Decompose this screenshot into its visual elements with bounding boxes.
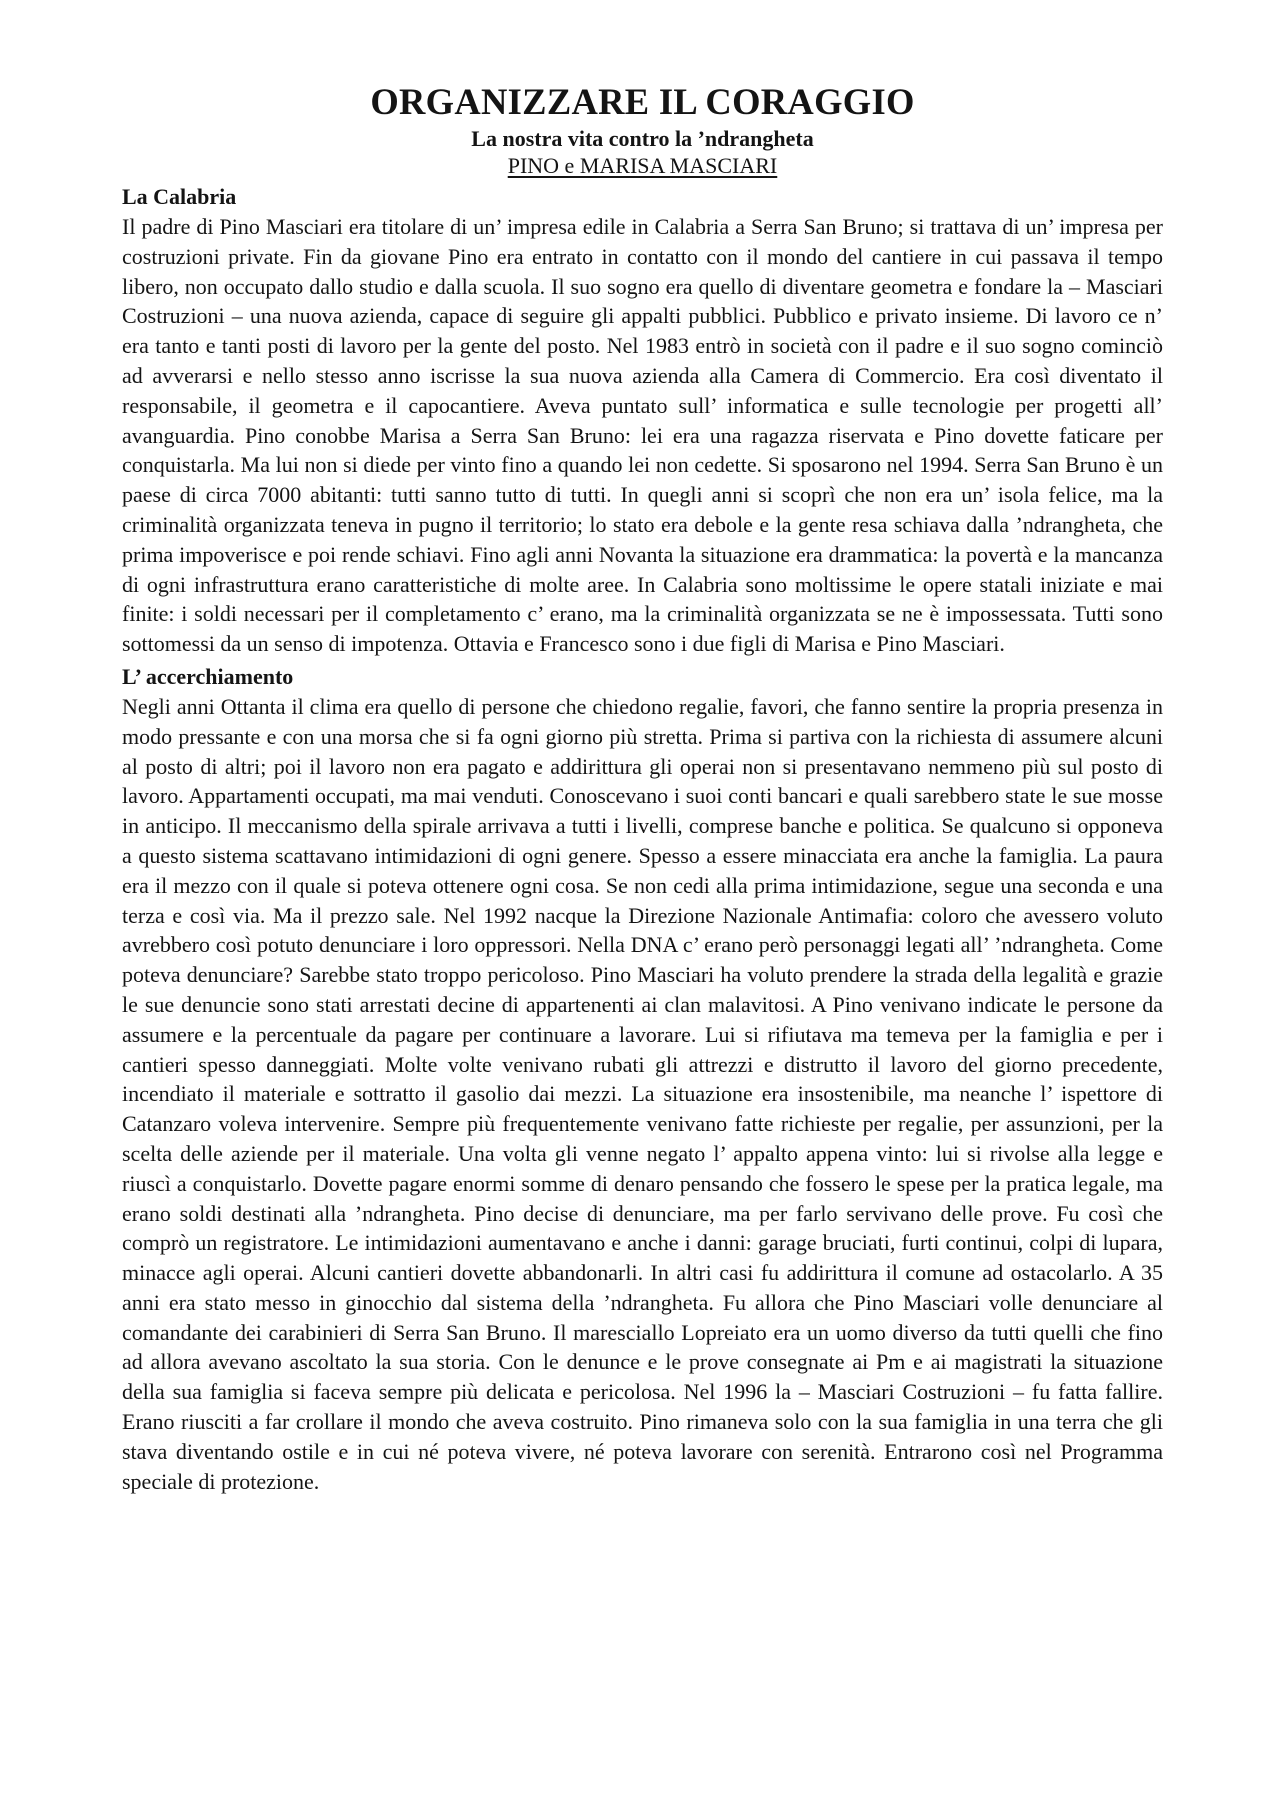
document-subtitle: La nostra vita contro la ’ndrangheta — [471, 126, 814, 151]
section-heading: La Calabria — [122, 184, 237, 209]
section-accerchiamento — [122, 662, 1163, 1497]
section-la-calabria — [122, 182, 1163, 659]
section-paragraph: Negli anni Ottanta il clima era quello di persone che chiedono regalie, favori, che fanno sentire la propria presenza in modo pressante e con una morsa che si fa ogni giorno più stretta. Prima si partiva con la richiesta di assumere alcuni al posto di altri; poi il lavoro non era pagato e addirittura gli operai non si presentavano nemmeno più sul posto di lavoro. Appartamenti occupati, ma mai venduti. Conoscevano i suoi conti bancari e quali sarebbero state le sue mosse in anticipo. Il meccanismo della spirale arrivava a tutti i livelli, comprese banche e politica. Se qualcuno si opponeva a questo sistema scattavano intimidazioni di ogni genere. Spesso a essere minacciata era anche la famiglia. La paura era il mezzo con il quale si poteva ottenere ogni cosa. Se non cedi alla prima intimidazione, segue una seconda e una terza e così via. Ma il prezzo sale. Nel 1992 nacque la Direzione Nazionale Antimafia: coloro che avessero voluto avrebbero così potuto denunciare i loro oppressori. Nella DNA c’ erano però personaggi legati all’ ’ndrangheta. Come poteva denunciare? Sarebbe stato troppo pericoloso. Pino Masciari ha voluto prendere la strada della legalità e grazie le sue denuncie sono stati arrestati decine di appartenenti ai clan malavitosi. A Pino venivano indicate le persone da assumere e la percentuale da pagare per continuare a lavorare. Lui si rifiutava ma temeva per la famiglia e per i cantieri spesso danneggiati. Molte volte venivano rubati gli attrezzi e distrutto il lavoro del giorno precedente, incendiato il materiale e sottratto il gasolio dai mezzi. La situazione era insostenibile, ma neanche l’ ispettore di Catanzaro voleva intervenire. Sempre più frequentemente venivano fatte richieste per regalie, per assunzioni, per la scelta delle aziende per il materiale. Una volta gli venne negato l’ appalto appena vinto: lui si rivolse alla legge e riuscì a conquistarlo. Dovette pagare enormi somme di denaro pensando che fossero le spese per la pratica legale, ma erano soldi destinati alla ’ndrangheta. Pino decise di denunciare, ma per farlo servivano delle prove. Fu così che comprò un registratore. Le intimidazioni aumentavano e anche i danni: garage bruciati, furti continui, colpi di lupara, minacce agli operai. Alcuni cantieri dovette abbandonarli. In altri casi fu addirittura il comune ad ostacolarlo. A 35 anni era stato messo in ginocchio dal sistema della ’ndrangheta. Fu allora che Pino Masciari volle denunciare al comandante dei carabinieri di Serra San Bruno. Il maresciallo Lopreiato era un uomo diverso da tutti quelli che fino ad allora avevano ascoltato la sua storia. Con le denunce e le prove consegnate ai Pm e ai magistrati la situazione della sua famiglia si faceva sempre più delicata e pericolosa. Nel 1996 la – Masciari Costruzioni – fu fatta fallire. Erano riusciti a far crollare il mondo che aveva costruito. Pino rimaneva solo con la sua famiglia in una terra che gli stava diventando ostile e in cui né poteva vivere, né poteva lavorare con serenità. Entrarono così nel Programma speciale di protezione. — [122, 693, 1163, 1494]
document-title: ORGANIZZARE IL CORAGGIO — [370, 81, 915, 122]
section-paragraph: Il padre di Pino Masciari era titolare di un’ impresa edile in Calabria a Serra San Bruno; si trattava di un’ impresa per costruzioni private. Fin da giovane Pino era entrato in contatto con il mondo del cantiere in cui passava il tempo libero, non occupato dallo studio e dalla scuola. Il suo sogno era quello di diventare geometra e fondare la – Masciari Costruzioni – una nuova azienda, capace di seguire gli appalti pubblici. Pubblico e privato insieme. Di lavoro ce n’ era tanto e tanti posti di lavoro per la gente del posto. Nel 1983 entrò in società con il padre e il suo sogno cominciò ad avverarsi e nello stesso anno iscrisse la sua nuova azienda alla Camera di Commercio. Era così diventato il responsabile, il geometra e il capocantiere. Aveva puntato sull’ informatica e sulle tecnologie per progetti all’ avanguardia. Pino conobbe Marisa a Serra San Bruno: lei era una ragazza riservata e Pino dovette faticare per conquistarla. Ma lui non si diede per vinto fino a quando lei non cedette. Si sposarono nel 1994. Serra San Bruno è un paese di circa 7000 abitanti: tutti sanno tutto di tutti. In quegli anni si scoprì che non era un’ isola felice, ma la criminalità organizzata teneva in pugno il territorio; lo stato era debole e la gente resa schiava dalla ’ndrangheta, che prima impoverisce e poi rende schiavi. Fino agli anni Novanta la situazione era drammatica: la povertà e la mancanza di ogni infrastruttura erano caratteristiche di molte aree. In Calabria sono moltissime le opere statali iniziate e mai finite: i soldi necessari per il completamento c’ erano, ma la criminalità organizzata se ne è impossessata. Tutti sono sottomessi da un senso di impotenza. Ottavia e Francesco sono i due figli di Marisa e Pino Masciari. — [122, 214, 1163, 657]
document-authors: PINO e MARISA MASCIARI — [507, 153, 778, 178]
section-heading: L’ accerchiamento — [122, 663, 294, 689]
